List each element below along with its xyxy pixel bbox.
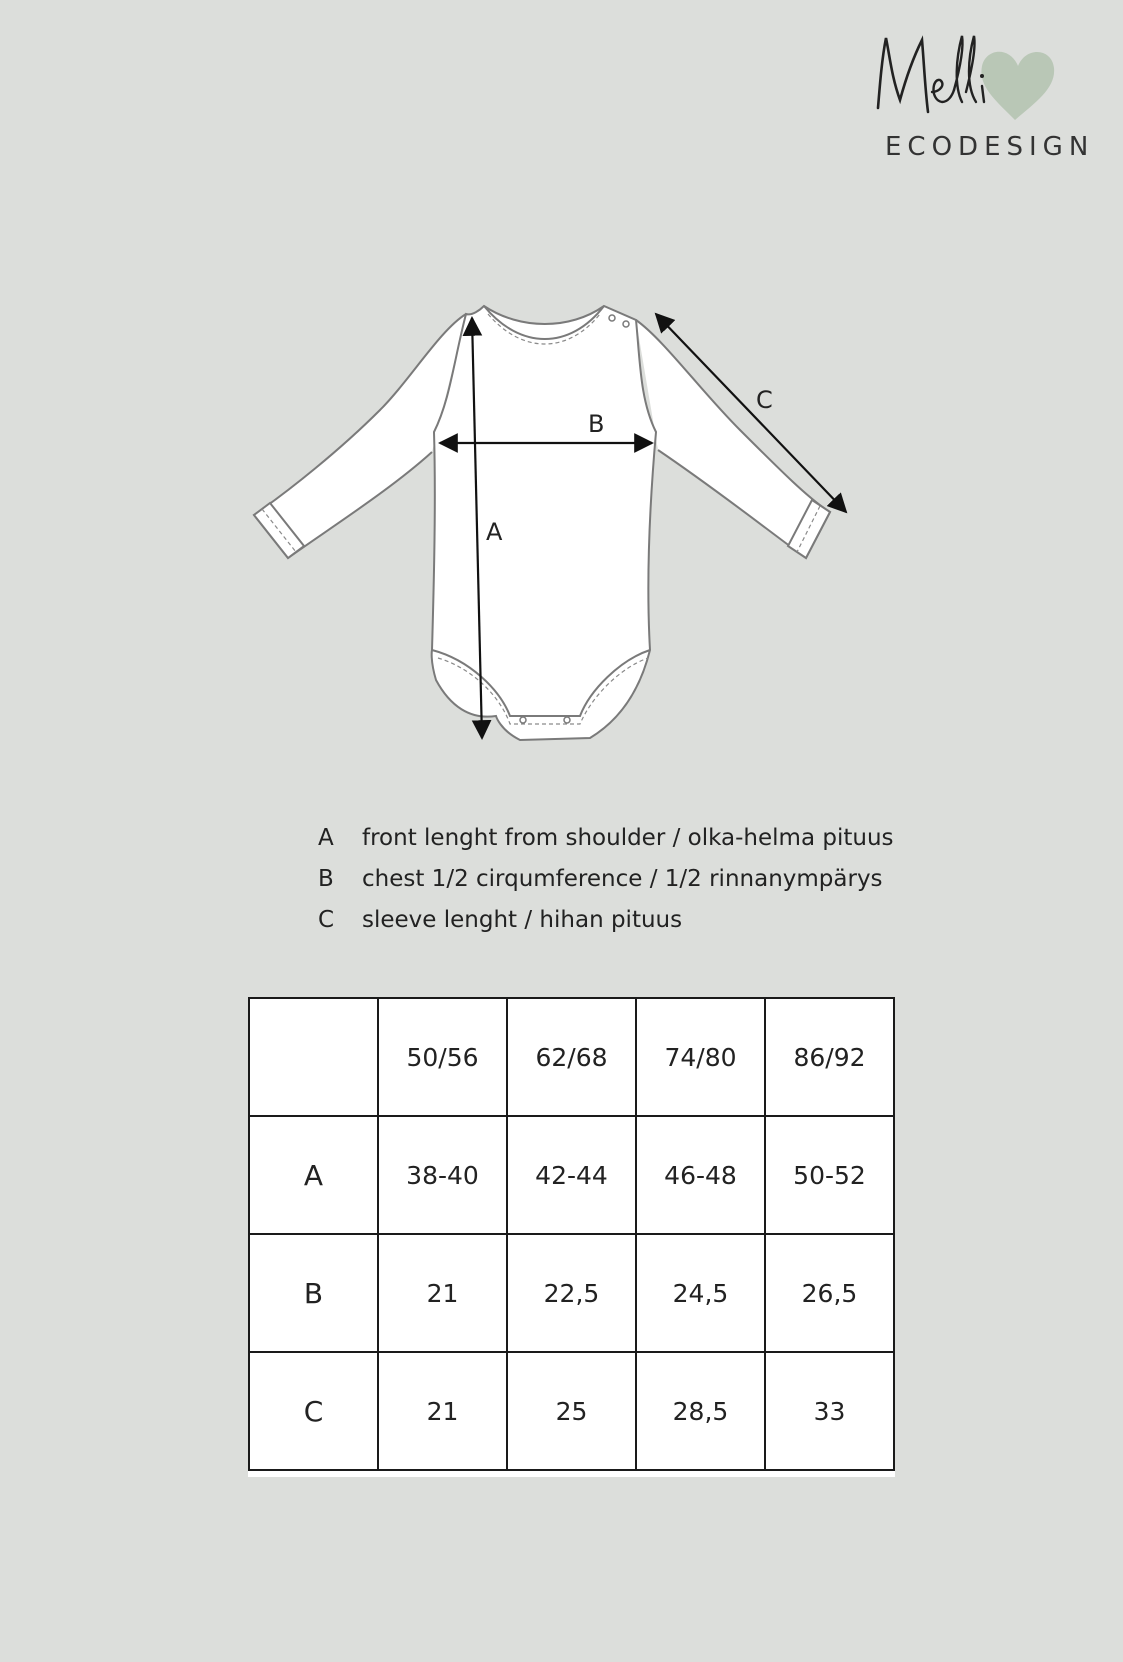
label-a: A [486, 518, 503, 546]
size-header: 62/68 [507, 998, 636, 1116]
table-corner-cell [249, 998, 378, 1116]
table-cell: 21 [378, 1234, 507, 1352]
brand-wordmark: ECODESIGN [885, 132, 1095, 162]
legend-key: B [318, 866, 334, 892]
size-table [248, 997, 895, 1471]
legend-item [318, 818, 894, 859]
measurement-legend [318, 818, 894, 941]
table-cell: 38-40 [378, 1116, 507, 1234]
table-row [249, 1234, 894, 1352]
table-cell: 24,5 [636, 1234, 765, 1352]
legend-text: front lenght from shoulder / olka-helma pituus [362, 825, 894, 851]
table-cell: 26,5 [765, 1234, 894, 1352]
table-cell: 42-44 [507, 1116, 636, 1234]
table-cell: 33 [765, 1352, 894, 1470]
table-cell: 22,5 [507, 1234, 636, 1352]
table-header-row [249, 998, 894, 1116]
row-label: B [249, 1234, 378, 1352]
size-header: 86/92 [765, 998, 894, 1116]
table-row [249, 1352, 894, 1470]
row-label: A [249, 1116, 378, 1234]
legend-key: C [318, 907, 335, 933]
table-cell: 28,5 [636, 1352, 765, 1470]
row-label: C [249, 1352, 378, 1470]
legend-text: sleeve lenght / hihan pituus [362, 907, 683, 933]
size-header: 74/80 [636, 998, 765, 1116]
table-cell: 50-52 [765, 1116, 894, 1234]
legend-item [318, 859, 894, 900]
size-table-container [248, 997, 895, 1477]
bodysuit-body [432, 306, 656, 740]
label-c: C [756, 386, 773, 414]
legend-text: chest 1/2 cirqumference / 1/2 rinnanympärys [362, 866, 883, 892]
legend-item [318, 900, 894, 941]
legend-key: A [318, 825, 334, 851]
label-b: B [588, 410, 605, 438]
table-row [249, 1116, 894, 1234]
table-cell: 21 [378, 1352, 507, 1470]
table-cell: 25 [507, 1352, 636, 1470]
table-cell: 46-48 [636, 1116, 765, 1234]
size-header: 50/56 [378, 998, 507, 1116]
bodysuit-diagram [0, 0, 1123, 760]
